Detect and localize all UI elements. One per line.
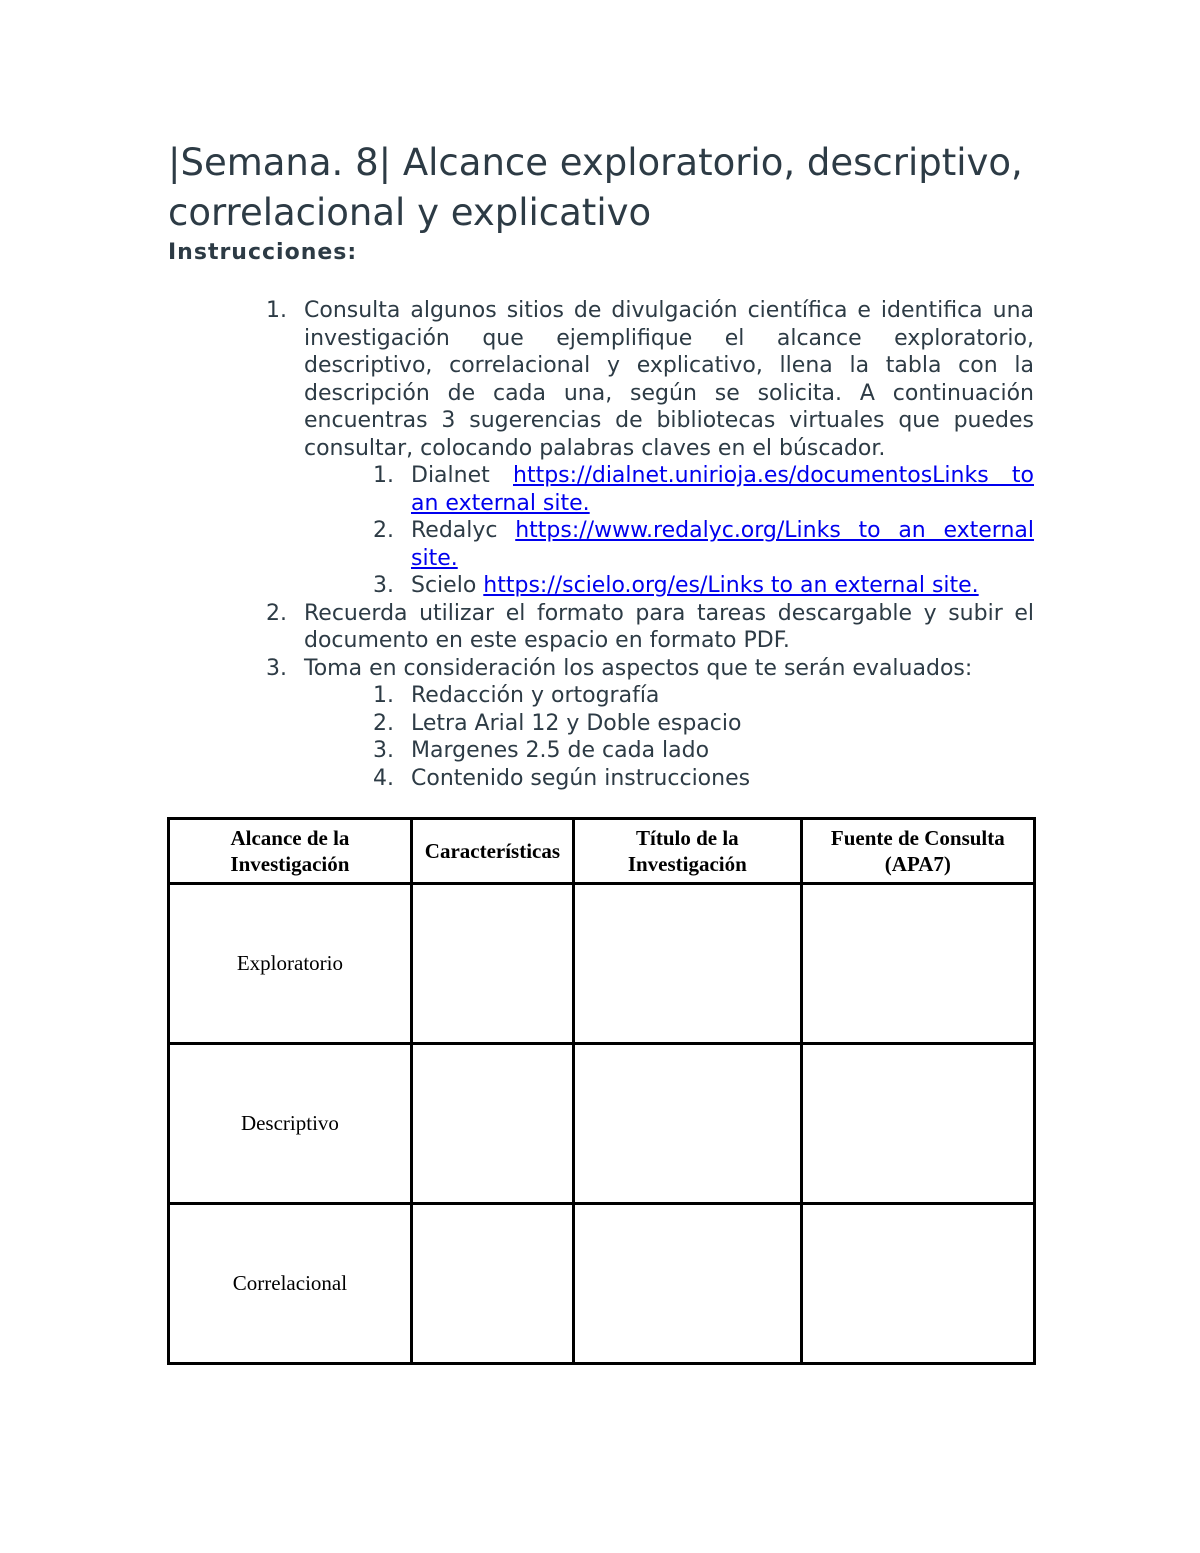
list-text: Margenes 2.5 de cada lado: [411, 738, 710, 763]
list-number: 1.: [266, 298, 287, 323]
column-header: Características: [411, 819, 573, 884]
sub-list-item: [373, 462, 1034, 517]
table-row: [169, 1044, 1035, 1204]
list-number: 1.: [373, 463, 394, 488]
table-cell[interactable]: [573, 884, 801, 1044]
table-row: [169, 884, 1035, 1044]
instructions-heading: Instrucciones:: [168, 240, 358, 265]
list-text: Contenido según instrucciones: [411, 765, 751, 791]
column-header: Fuente de Consulta (APA7): [801, 819, 1034, 884]
table-cell[interactable]: [801, 1044, 1034, 1204]
list-number: 3.: [266, 655, 287, 681]
library-name: Dialnet: [411, 463, 490, 488]
research-scope-table: [167, 817, 1036, 1365]
sub-list-item: [373, 710, 1034, 738]
sub-list-item: [373, 737, 1034, 765]
sub-list-item: [373, 517, 1034, 572]
list-text: Recuerda utilizar el formato para tareas descargable y subir el documento en este espacio en formato PDF.: [304, 600, 1034, 653]
list-number: 4.: [373, 765, 394, 791]
list-number: 2.: [373, 518, 394, 543]
list-number: 1.: [373, 683, 394, 708]
table-cell[interactable]: [801, 884, 1034, 1044]
redalyc-link[interactable]: https://www.redalyc.org/Links to an external site.: [411, 518, 1034, 571]
list-item: [266, 297, 1034, 462]
table-cell[interactable]: [573, 1044, 801, 1204]
sub-list: [373, 682, 1034, 792]
instructions-list: [266, 297, 1034, 792]
list-number: 2.: [266, 600, 287, 626]
column-header: Alcance de la Investigación: [169, 819, 412, 884]
scielo-link[interactable]: https://scielo.org/es/Links to an external site.: [483, 573, 979, 598]
table-cell[interactable]: [411, 1044, 573, 1204]
list-number: 2.: [373, 710, 394, 736]
list-item: [266, 600, 1034, 655]
page-title: |Semana. 8| Alcance exploratorio, descriptivo, correlacional y explicativo: [168, 141, 1023, 234]
table-cell[interactable]: [411, 884, 573, 1044]
list-text: Redacción y ortografía: [411, 683, 660, 708]
sub-list-item: [373, 682, 1034, 710]
list-number: 3.: [373, 738, 394, 763]
sub-list-item: [373, 572, 1034, 600]
library-name: Redalyc: [411, 518, 498, 543]
dialnet-link[interactable]: https://dialnet.unirioja.es/documentosLinks to an external site.: [411, 463, 1034, 516]
sub-list-item: [373, 765, 1034, 793]
table-cell[interactable]: [573, 1204, 801, 1364]
row-label: Exploratorio: [169, 884, 412, 1044]
list-text: Toma en consideración los aspectos que te serán evaluados:: [304, 655, 973, 681]
sub-list: [373, 462, 1034, 600]
list-text: Consulta algunos sitios de divulgación científica e identifica una investigación que ejemplifique el alcance exploratorio, descriptivo, correlacional y explicativo, llena la tabla con la descripción de cada una, según se solicita. A continuación encuentras 3 sugerencias de bibliotecas virtuales que puedes consultar, colocando palabras claves en el búscador.: [304, 298, 1034, 461]
table-header-row: [169, 819, 1035, 884]
list-text: Letra Arial 12 y Doble espacio: [411, 710, 742, 736]
list-number: 3.: [373, 573, 394, 598]
table-cell[interactable]: [411, 1204, 573, 1364]
table-cell[interactable]: [801, 1204, 1034, 1364]
table-row: [169, 1204, 1035, 1364]
list-item: [266, 655, 1034, 683]
column-header: Título de la Investigación: [573, 819, 801, 884]
library-name: Scielo: [411, 573, 477, 598]
row-label: Correlacional: [169, 1204, 412, 1364]
row-label: Descriptivo: [169, 1044, 412, 1204]
